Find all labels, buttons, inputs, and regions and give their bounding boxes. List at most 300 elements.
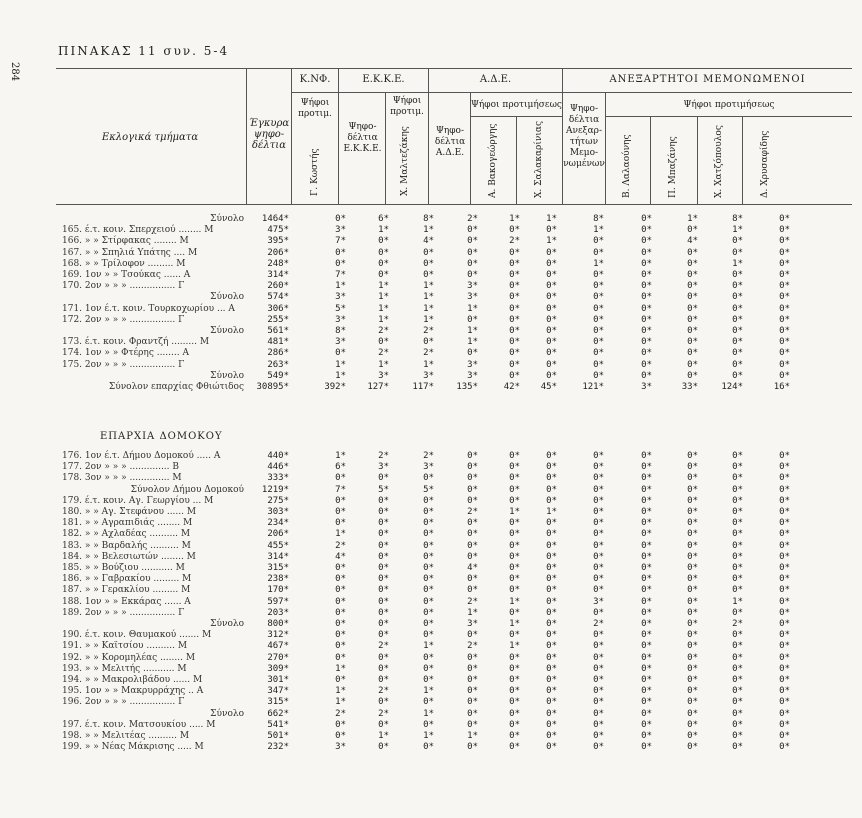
table-cell: 1* [593, 225, 604, 236]
table-cell: 7* [335, 484, 346, 495]
table-cell: 0* [546, 742, 557, 753]
table-cell: 0* [546, 370, 557, 381]
table-cell: 0* [641, 708, 652, 719]
table-cell: 0* [593, 473, 604, 484]
table-cell: 0* [467, 518, 478, 529]
table-cell: 0* [593, 236, 604, 247]
table-cell: 0* [779, 292, 790, 303]
table-cell: 2* [378, 348, 389, 359]
table-cell: 0* [423, 574, 434, 585]
table-cell: 0* [779, 495, 790, 506]
table-cell: 0* [687, 270, 698, 280]
table-cell: 0* [509, 742, 520, 753]
table-cell: 2* [593, 619, 604, 629]
table-cell: 0* [641, 529, 652, 540]
table-cell: 0* [641, 359, 652, 370]
table-cell: 0* [593, 742, 604, 753]
table-cell: 0* [593, 337, 604, 348]
table-cell: 0* [335, 214, 346, 224]
table-cell: 4* [423, 236, 434, 247]
table-cell: 127* [367, 382, 389, 392]
table-cell: 0* [378, 619, 389, 629]
row-label: 191. » » Καϊτσίου .......... Μ [62, 641, 188, 652]
table-cell: 0* [467, 247, 478, 258]
table-cell: 0* [546, 258, 557, 269]
table-cell: 1* [423, 303, 434, 314]
table-cell: 0* [335, 507, 346, 517]
table-cell: 5* [335, 303, 346, 314]
table-cell: 1* [509, 641, 520, 652]
table-cell: 0* [378, 563, 389, 573]
table-cell: 0* [593, 314, 604, 325]
table-cell: 0* [732, 518, 743, 529]
table-cell: 0* [335, 247, 346, 258]
table-cell: 0* [467, 708, 478, 719]
table-cell: 0* [779, 652, 790, 663]
table-cell: 1* [467, 303, 478, 314]
table-cell: 0* [509, 563, 520, 573]
table-cell: 0* [335, 619, 346, 629]
table-cell: 1* [509, 596, 520, 607]
table-cell: 2* [423, 348, 434, 359]
table-cell: 0* [423, 247, 434, 258]
ade-candidate-1: Α. Βακογεώργης [488, 123, 498, 198]
table-cell: 0* [423, 619, 434, 629]
table-cell: 481* [267, 337, 289, 348]
table-cell: 0* [732, 607, 743, 618]
table-cell: 0* [641, 686, 652, 697]
table-cell: 0* [335, 719, 346, 730]
table-cell: 1* [423, 314, 434, 325]
table-cell: 0* [779, 518, 790, 529]
table-cell: 0* [335, 630, 346, 641]
table-cell: 0* [593, 630, 604, 641]
table-cell: 0* [378, 574, 389, 585]
table-cell: 0* [779, 225, 790, 236]
table-cell: 234* [267, 518, 289, 529]
table-cell: 0* [641, 225, 652, 236]
table-cell: 1* [378, 731, 389, 741]
table-cell: 8* [732, 214, 743, 224]
row-label: 187. » » Γερακλίου ......... Μ [62, 585, 191, 596]
table-cell: 3* [335, 225, 346, 236]
table-cell: 232* [267, 742, 289, 753]
table-cell: 0* [779, 742, 790, 753]
row-label: 194. » » Μακρολιβάδου ...... Μ [62, 675, 203, 685]
table-cell: 0* [546, 303, 557, 314]
table-cell: 0* [509, 585, 520, 596]
table-cell: 0* [509, 326, 520, 336]
row-label: 177. 2ον » » » .............. Β [62, 462, 180, 473]
table-cell: 206* [267, 529, 289, 540]
table-cell: 392* [324, 382, 346, 392]
row-label: Σύνολο [210, 292, 244, 303]
table-cell: 0* [687, 675, 698, 685]
table-cell: 1* [378, 303, 389, 314]
table-cell: 0* [509, 281, 520, 292]
table-cell: 0* [509, 708, 520, 719]
table-cell: 314* [267, 270, 289, 280]
table-cell: 306* [267, 303, 289, 314]
total-ballots-header: Έγκυρα ψηφο-δέλτια [248, 118, 290, 151]
table-cell: 1* [423, 686, 434, 697]
table-cell: 0* [779, 484, 790, 495]
table-cell: 0* [732, 507, 743, 517]
table-cell: 0* [779, 451, 790, 461]
table-cell: 0* [687, 641, 698, 652]
table-cell: 5* [378, 484, 389, 495]
table-cell: 0* [779, 596, 790, 607]
table-cell: 1* [687, 214, 698, 224]
table-cell: 0* [779, 473, 790, 484]
row-label: 193. » » Μελιτής ........... Μ [62, 663, 187, 674]
table-cell: 0* [687, 551, 698, 562]
table-cell: 0* [732, 495, 743, 506]
table-cell: 0* [779, 663, 790, 674]
table-cell: 3* [378, 462, 389, 473]
table-cell: 0* [593, 495, 604, 506]
table-cell: 467* [267, 641, 289, 652]
table-cell: 0* [687, 292, 698, 303]
table-cell: 0* [779, 214, 790, 224]
table-cell: 0* [546, 451, 557, 461]
table-cell: 170* [267, 585, 289, 596]
table-cell: 2* [378, 326, 389, 336]
page-number: 284 [9, 62, 20, 82]
table-cell: 0* [423, 585, 434, 596]
table-cell: 16* [773, 382, 790, 392]
row-label: 196. 2ον » » » ................ Γ [62, 697, 185, 708]
table-cell: 0* [378, 236, 389, 247]
ade-candidate-2: Χ. Σαλακαρίνιας [534, 121, 544, 198]
table-cell: 0* [779, 529, 790, 540]
table-cell: 0* [732, 731, 743, 741]
table-cell: 0* [687, 370, 698, 381]
table-cell: 1* [335, 663, 346, 674]
table-cell: 2* [423, 451, 434, 461]
table-cell: 0* [779, 507, 790, 517]
table-cell: 1* [467, 607, 478, 618]
table-cell: 0* [641, 663, 652, 674]
table-cell: 0* [467, 270, 478, 280]
table-cell: 0* [593, 641, 604, 652]
table-cell: 0* [687, 708, 698, 719]
table-cell: 662* [267, 708, 289, 719]
table-cell: 1* [509, 619, 520, 629]
table-cell: 0* [779, 462, 790, 473]
table-cell: 0* [641, 451, 652, 461]
table-cell: 2* [467, 596, 478, 607]
table-cell: 0* [732, 370, 743, 381]
table-cell: 0* [593, 326, 604, 336]
table-cell: 0* [687, 540, 698, 551]
table-cell: 0* [546, 596, 557, 607]
table-cell: 0* [779, 270, 790, 280]
table-cell: 1* [423, 225, 434, 236]
table-cell: 2* [732, 619, 743, 629]
table-cell: 574* [267, 292, 289, 303]
table-cell: 0* [335, 675, 346, 685]
table-cell: 2* [467, 641, 478, 652]
table-cell: 0* [779, 540, 790, 551]
table-cell: 0* [546, 719, 557, 730]
table-cell: 0* [779, 281, 790, 292]
table-cell: 0* [641, 563, 652, 573]
row-label: Σύνολο [210, 619, 244, 629]
table-cell: 0* [546, 574, 557, 585]
table-cell: 0* [732, 462, 743, 473]
table-cell: 1* [335, 529, 346, 540]
table-cell: 0* [732, 451, 743, 461]
table-cell: 446* [267, 462, 289, 473]
table-cell: 0* [509, 303, 520, 314]
table-cell: 0* [687, 484, 698, 495]
table-cell: 0* [593, 270, 604, 280]
table-cell: 0* [423, 652, 434, 663]
table-cell: 561* [267, 326, 289, 336]
table-cell: 0* [732, 563, 743, 573]
table-cell: 309* [267, 663, 289, 674]
table-cell: 0* [687, 563, 698, 573]
table-cell: 33* [681, 382, 698, 392]
table-cell: 0* [687, 596, 698, 607]
table-cell: 312* [267, 630, 289, 641]
table-cell: 0* [423, 742, 434, 753]
table-cell: 1* [423, 292, 434, 303]
table-cell: 0* [687, 348, 698, 359]
table-cell: 0* [732, 641, 743, 652]
table-cell: 2* [378, 686, 389, 697]
row-label: 182. » » Αχλαδέας .......... Μ [62, 529, 191, 540]
table-cell: 0* [509, 247, 520, 258]
table-cell: 0* [546, 652, 557, 663]
table-cell: 0* [641, 462, 652, 473]
table-cell: 2* [335, 708, 346, 719]
table-cell: 1* [423, 731, 434, 741]
table-cell: 0* [593, 551, 604, 562]
table-cell: 0* [546, 495, 557, 506]
row-label: Σύνολο [210, 708, 244, 719]
table-cell: 0* [423, 270, 434, 280]
table-cell: 0* [423, 337, 434, 348]
table-cell: 0* [593, 303, 604, 314]
table-cell: 1219* [261, 484, 289, 495]
table-cell: 1* [467, 326, 478, 336]
table-cell: 0* [732, 697, 743, 708]
table-cell: 541* [267, 719, 289, 730]
table-cell: 0* [467, 574, 478, 585]
table-cell: 0* [593, 540, 604, 551]
table-cell: 0* [546, 641, 557, 652]
table-cell: 1* [546, 236, 557, 247]
table-cell: 0* [467, 484, 478, 495]
table-cell: 0* [546, 281, 557, 292]
row-label: 175. 2ον » » » ................ Γ [62, 359, 185, 370]
table-cell: 0* [593, 686, 604, 697]
table-cell: 0* [546, 518, 557, 529]
table-cell: 0* [467, 348, 478, 359]
table-cell: 0* [378, 495, 389, 506]
table-cell: 0* [641, 214, 652, 224]
table-cell: 0* [641, 326, 652, 336]
table-cell: 0* [593, 281, 604, 292]
row-label: 173. έ.τ. κοιν. Φραντζή ......... Μ [62, 337, 210, 348]
table-cell: 0* [509, 607, 520, 618]
table-cell: 0* [509, 731, 520, 741]
table-cell: 3* [335, 742, 346, 753]
table-cell: 0* [509, 518, 520, 529]
table-cell: 8* [423, 214, 434, 224]
table-cell: 3* [593, 596, 604, 607]
row-label: 181. » » Αγραπιδιάς ........ Μ [62, 518, 193, 529]
table-cell: 255* [267, 314, 289, 325]
table-cell: 333* [267, 473, 289, 484]
row-label: 185. » » Βούζιου ........... Μ [62, 563, 185, 573]
table-cell: 203* [267, 607, 289, 618]
table-cell: 0* [732, 551, 743, 562]
table-cell: 0* [732, 292, 743, 303]
table-cell: 0* [546, 551, 557, 562]
table-cell: 0* [687, 314, 698, 325]
knf-candidate-1: Γ. Κωστής [310, 148, 320, 196]
table-cell: 8* [593, 214, 604, 224]
table-cell: 0* [779, 686, 790, 697]
table-cell: 1* [335, 697, 346, 708]
independent-candidate-4: Δ. Χρυσαφίδης [760, 130, 770, 198]
table-cell: 0* [546, 686, 557, 697]
table-cell: 0* [779, 359, 790, 370]
table-cell: 0* [779, 585, 790, 596]
table-cell: 1* [423, 281, 434, 292]
table-cell: 1* [467, 731, 478, 741]
table-cell: 3* [641, 382, 652, 392]
table-cell: 0* [467, 451, 478, 461]
table-cell: 0* [779, 370, 790, 381]
table-cell: 0* [593, 719, 604, 730]
table-cell: 0* [641, 247, 652, 258]
table-cell: 0* [467, 686, 478, 697]
table-cell: 0* [335, 596, 346, 607]
table-cell: 0* [378, 337, 389, 348]
row-label: 171. 1ον έ.τ. κοιν. Τουρκοχωρίου ... Α [62, 303, 235, 314]
table-cell: 0* [378, 507, 389, 517]
table-cell: 0* [641, 719, 652, 730]
table-cell: 0* [687, 337, 698, 348]
table-cell: 0* [732, 270, 743, 280]
table-cell: 0* [423, 540, 434, 551]
table-cell: 0* [378, 518, 389, 529]
table-cell: 0* [687, 630, 698, 641]
table-cell: 0* [641, 551, 652, 562]
table-cell: 0* [509, 652, 520, 663]
table-cell: 0* [593, 451, 604, 461]
table-cell: 0* [335, 607, 346, 618]
table-cell: 0* [467, 742, 478, 753]
table-cell: 0* [641, 641, 652, 652]
table-cell: 0* [467, 314, 478, 325]
table-cell: 0* [641, 652, 652, 663]
table-cell: 0* [546, 292, 557, 303]
table-cell: 0* [509, 551, 520, 562]
table-cell: 0* [509, 719, 520, 730]
table-cell: 4* [687, 236, 698, 247]
table-cell: 0* [546, 663, 557, 674]
table-cell: 2* [378, 641, 389, 652]
table-cell: 286* [267, 348, 289, 359]
table-cell: 0* [335, 518, 346, 529]
table-cell: 0* [509, 451, 520, 461]
independent-candidate-3: Χ. Χατζόπουλος [714, 125, 724, 198]
independents-ballots-header: Ψηφο-δέλτια Ανεξαρ-τήτων Μεμο-νωμένων [563, 104, 605, 169]
table-cell: 0* [509, 686, 520, 697]
table-cell: 0* [732, 585, 743, 596]
table-cell: 1* [378, 359, 389, 370]
table-cell: 124* [721, 382, 743, 392]
row-label: 178. 3ον » » » .............. Μ [62, 473, 182, 484]
table-cell: 0* [378, 585, 389, 596]
table-cell: 597* [267, 596, 289, 607]
row-label-header: Εκλογικά τμήματα [101, 132, 199, 143]
table-cell: 6* [378, 214, 389, 224]
table-cell: 0* [779, 619, 790, 629]
table-cell: 3* [423, 462, 434, 473]
ade-pref-header: Ψήφοι προτιμήσεως [471, 100, 562, 110]
table-cell: 0* [732, 303, 743, 314]
table-cell: 4* [467, 563, 478, 573]
table-cell: 0* [546, 607, 557, 618]
table-cell: 0* [509, 540, 520, 551]
row-label: 192. » » Κορομηλέας ........ Μ [62, 652, 196, 663]
table-cell: 0* [779, 630, 790, 641]
table-cell: 0* [509, 663, 520, 674]
table-cell: 0* [593, 708, 604, 719]
row-label: 168. » » Τρίλοφον ......... Μ [62, 258, 186, 269]
table-cell: 0* [779, 563, 790, 573]
table-cell: 0* [335, 258, 346, 269]
table-cell: 0* [687, 663, 698, 674]
table-cell: 0* [467, 585, 478, 596]
row-label: 198. » » Μελιτέας .......... Μ [62, 731, 190, 741]
table-cell: 0* [378, 473, 389, 484]
row-label: Σύνολο [210, 326, 244, 336]
table-cell: 0* [732, 314, 743, 325]
table-cell: 0* [546, 348, 557, 359]
table-cell: 3* [378, 370, 389, 381]
table-cell: 0* [509, 359, 520, 370]
table-cell: 0* [687, 518, 698, 529]
table-cell: 0* [467, 652, 478, 663]
table-cell: 0* [593, 518, 604, 529]
table-cell: 0* [687, 529, 698, 540]
table-cell: 0* [335, 348, 346, 359]
table-cell: 0* [509, 484, 520, 495]
ade-ballots-header: Ψηφο-δέλτια Α.Δ.Ε. [434, 126, 466, 158]
table-cell: 0* [732, 337, 743, 348]
table-cell: 315* [267, 563, 289, 573]
table-cell: 6* [335, 462, 346, 473]
ade-header: Α.Δ.Ε. [479, 74, 512, 85]
table-cell: 0* [732, 742, 743, 753]
table-cell: 2* [335, 540, 346, 551]
table-cell: 0* [779, 719, 790, 730]
table-cell: 0* [687, 686, 698, 697]
table-cell: 0* [423, 551, 434, 562]
table-cell: 0* [378, 270, 389, 280]
table-cell: 1* [378, 225, 389, 236]
table-cell: 0* [641, 314, 652, 325]
table-cell: 0* [593, 663, 604, 674]
row-label: 176. 1ον έ.τ. Δήμου Δομοκού ..... Α [62, 451, 221, 461]
